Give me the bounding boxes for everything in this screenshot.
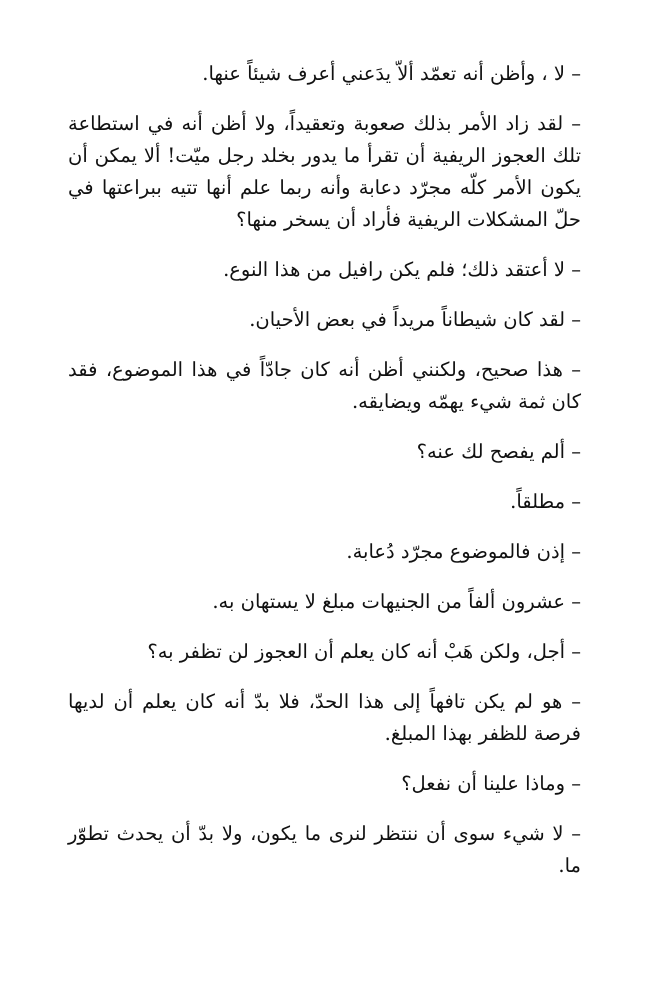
dialogue-line-4: – لقد كان شيطاناً مريداً في بعض الأحيان. [249, 308, 581, 331]
dialogue-line-12: – وماذا علينا أن نفعل؟ [401, 772, 581, 795]
dialogue-line-10: – أجل، ولكن هَبْ أنه كان يعلم أن العجوز لن تظفر به؟ [147, 640, 581, 663]
dialogue-line-7: – مطلقاً. [510, 490, 581, 513]
dialogue-line-13: – لا شيء سوى أن ننتظر لنرى ما يكون، ولا بدّ أن يحدث تطوّر ما. [68, 822, 581, 877]
dialogue-line-3: – لا أعتقد ذلك؛ فلم يكن رافيل من هذا النوع. [223, 258, 581, 281]
dialogue-line-8: – إذن فالموضوع مجرّد دُعابة. [346, 540, 581, 563]
dialogue-line-2: – لقد زاد الأمر بذلك صعوبة وتعقيداً، ولا أظن أنه في استطاعة تلك العجوز الريفية أن تقرأ ما يدور بخلد رجل ميّت! ألا يمكن أن يكون الأمر كلّه مجرّد دعابة وأنه ربما علم أنها تتيه ببراعتها في حلّ المشكلات الريفية فأراد أن يسخر منها؟ [68, 112, 581, 231]
book-page [68, 58, 581, 900]
dialogue-line-9: – عشرون ألفاً من الجنيهات مبلغ لا يستهان به. [212, 590, 581, 613]
dialogue-line-1: – لا ، وأظن أنه تعمّد ألاّ يدَعني أعرف شيئاً عنها. [202, 62, 581, 85]
dialogue-line-6: – ألم يفصح لك عنه؟ [416, 440, 581, 463]
dialogue-line-11: – هو لم يكن تافهاً إلى هذا الحدّ، فلا بدّ أنه كان يعلم أن لديها فرصة للظفر بهذا المبلغ. [68, 690, 581, 745]
dialogue-line-5: – هذا صحيح، ولكنني أظن أنه كان جادّاً في هذا الموضوع، فقد كان ثمة شيء يهمّه ويضايقه. [68, 358, 581, 413]
